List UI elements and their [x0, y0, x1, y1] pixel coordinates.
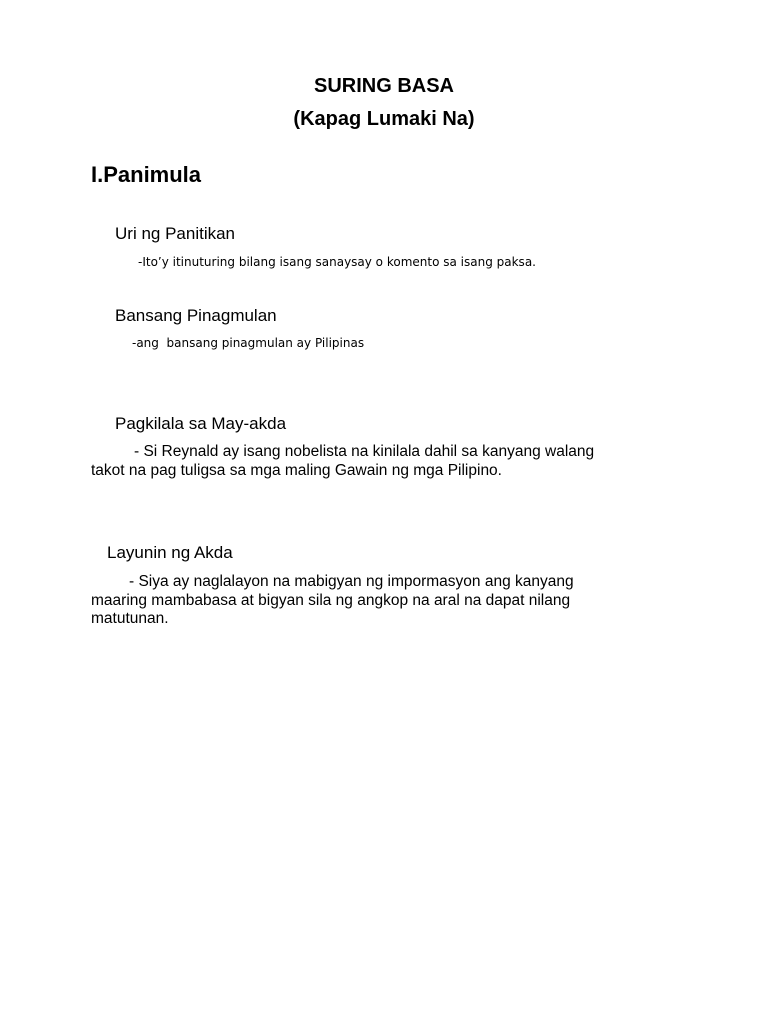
- section-heading-panimula: I.Panimula: [91, 162, 202, 187]
- body-line: maaring mambabasa at bigyan sila ng angkop na aral na dapat nilang: [91, 592, 571, 609]
- body-line: takot na pag tuligsa sa mga maling Gawain ng mga Pilipino.: [91, 462, 502, 479]
- body-bansang-pinagmulan: -ang bansang pinagmulan ay Pilipinas: [132, 336, 365, 350]
- body-uri-ng-panitikan: -Ito’y itinuturing bilang isang sanaysay o komento sa isang paksa.: [138, 255, 536, 269]
- document-subtitle: (Kapag Lumaki Na): [293, 108, 475, 130]
- subheading-bansang-pinagmulan: Bansang Pinagmulan: [115, 306, 277, 325]
- subheading-layunin-ng-akda: Layunin ng Akda: [107, 543, 233, 562]
- body-line: - Siya ay naglalayon na mabigyan ng impormasyon ang kanyang: [129, 573, 574, 590]
- subheading-pagkilala-sa-may-akda: Pagkilala sa May-akda: [115, 414, 287, 433]
- body-line: matutunan.: [91, 610, 169, 627]
- body-line: - Si Reynald ay isang nobelista na kinilala dahil sa kanyang walang: [134, 443, 595, 460]
- subheading-uri-ng-panitikan: Uri ng Panitikan: [115, 224, 236, 243]
- document-title: SURING BASA: [313, 75, 454, 97]
